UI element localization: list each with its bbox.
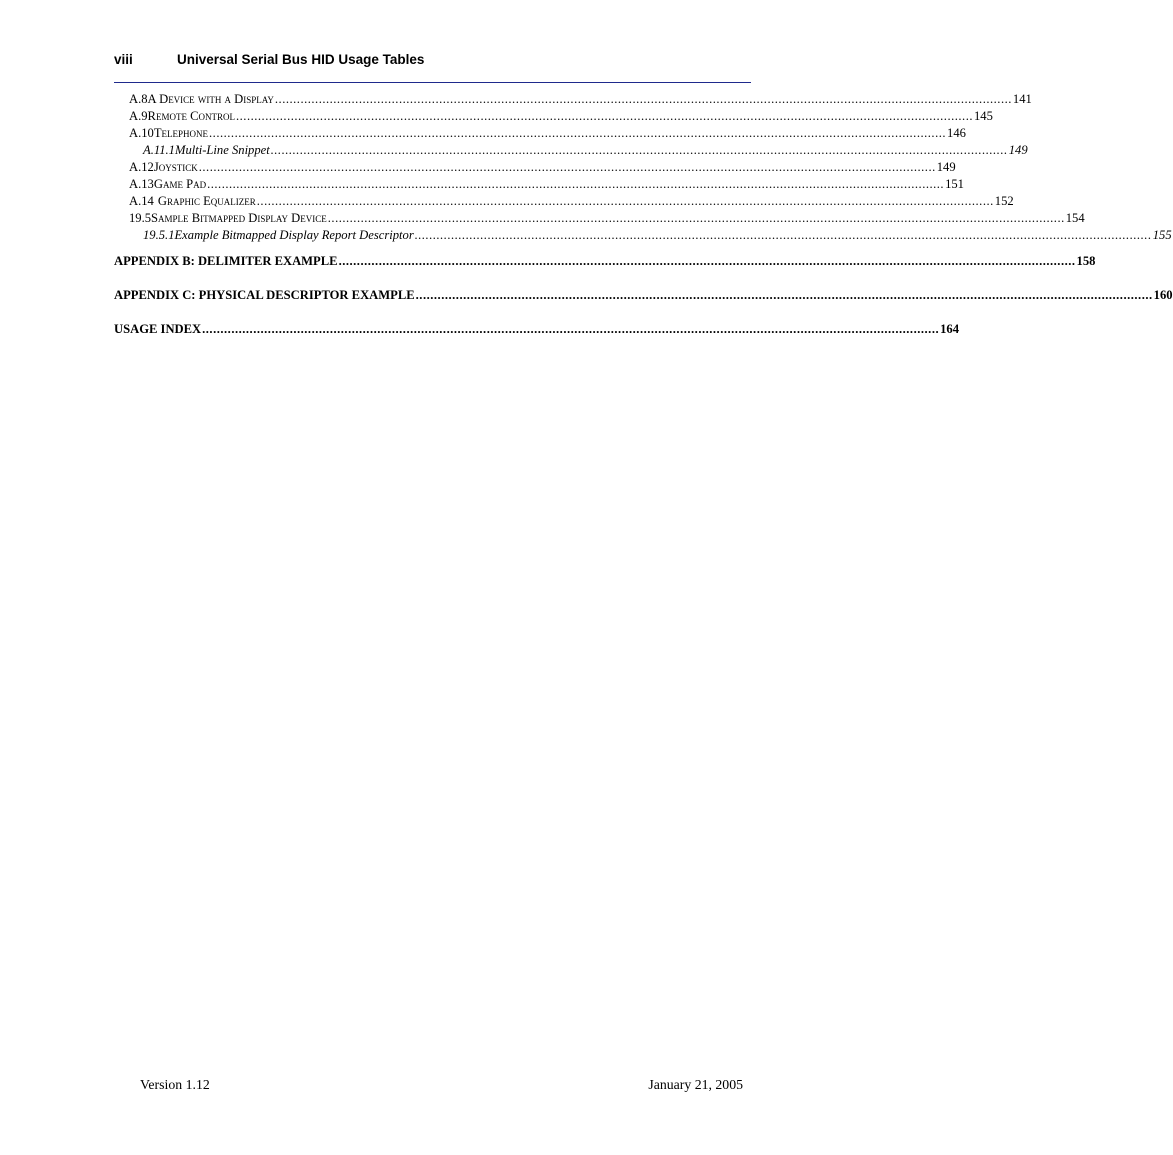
toc-entry-number: A.12 (129, 160, 154, 174)
toc-leader-dots: .......................................................................................................................................................................................................... (207, 177, 945, 191)
page-header (114, 52, 751, 83)
toc-entry-a13[interactable] (114, 176, 964, 193)
toc-entry-page: 160 (1153, 288, 1173, 302)
toc-entry-19-5-1[interactable] (114, 227, 1172, 244)
toc-leader-dots: .......................................................................................................................................................................................................... (209, 126, 947, 140)
toc-leader-dots: .......................................................................................................................................................................................................... (414, 228, 1152, 242)
toc-entry-title: USAGE INDEX (114, 322, 202, 336)
toc-entry-title: Multi-Line Snippet (174, 143, 270, 157)
toc-leader-dots: .......................................................................................................................................................................................................... (415, 288, 1153, 302)
toc-entry-number: 19.5.1 (143, 228, 175, 242)
toc-entry-page: 164 (940, 322, 959, 336)
toc-entry-number: A.14 (129, 194, 154, 208)
toc-entry-a14[interactable] (114, 193, 1014, 210)
toc-entry-title: Game Pad (153, 177, 207, 191)
toc-entry-title: Example Bitmapped Display Report Descriptor (174, 228, 414, 242)
toc-entry-number: A.10 (129, 126, 154, 140)
toc-entry-page: 154 (1065, 211, 1085, 225)
toc-leader-dots: .......................................................................................................................................................................................................... (236, 109, 973, 123)
toc-entry-page: 149 (1008, 143, 1028, 157)
toc-leader-dots: .......................................................................................................................................................................................................... (338, 254, 1076, 268)
toc-entry-title: Joystick (153, 160, 198, 174)
toc-leader-dots: .......................................................................................................................................................................................................... (202, 322, 940, 336)
toc-entry-page: 141 (1012, 92, 1032, 106)
header-page-numeral: viii (114, 52, 133, 67)
header-document-title: Universal Serial Bus HID Usage Tables (177, 52, 425, 67)
toc-entry-title: A Device with a Display (147, 92, 274, 106)
toc-entry-page: 158 (1076, 254, 1096, 268)
toc-entry-appendix-b[interactable] (114, 253, 1096, 270)
toc-entry-number: A.8 (129, 92, 148, 106)
toc-leader-dots: .......................................................................................................................................................................................................... (270, 143, 1008, 157)
toc-entry-title: Graphic Equalizer (157, 194, 256, 208)
toc-entry-page: 155 (1152, 228, 1172, 242)
toc-entry-a12[interactable] (114, 159, 956, 176)
toc-leader-dots: .......................................................................................................................................................................................................... (274, 92, 1012, 106)
toc-leader-dots: .......................................................................................................................................................................................................... (256, 194, 994, 208)
footer-date: January 21, 2005 (648, 1077, 743, 1092)
toc-entry-number: A.9 (129, 109, 148, 123)
toc-entry-a10[interactable] (114, 125, 966, 142)
toc-entry-page: 145 (973, 109, 993, 123)
toc-leader-dots: .......................................................................................................................................................................................................... (327, 211, 1065, 225)
toc-entry-title: APPENDIX B: DELIMITER EXAMPLE (114, 254, 338, 268)
toc-leader-dots: .......................................................................................................................................................................................................... (198, 160, 936, 174)
toc-entry-title: APPENDIX C: PHYSICAL DESCRIPTOR EXAMPLE (114, 288, 415, 302)
toc-entry-page: 152 (994, 194, 1014, 208)
toc-entry-19-5[interactable] (114, 210, 1085, 227)
toc-entry-number: A.13 (129, 177, 154, 191)
table-of-contents (114, 91, 1173, 338)
toc-entry-title: Remote Control (147, 109, 235, 123)
toc-entry-number: A.11.1 (143, 143, 175, 157)
toc-entry-page: 149 (936, 160, 956, 174)
toc-entry-appendix-c[interactable] (114, 287, 1173, 304)
toc-entry-a8[interactable] (114, 91, 1032, 108)
toc-entry-number: 19.5 (129, 211, 152, 225)
toc-entry-page: 146 (947, 126, 966, 140)
toc-entry-page: 151 (945, 177, 964, 191)
toc-entry-a9[interactable] (114, 108, 993, 125)
toc-entry-title: Telephone (153, 126, 209, 140)
toc-entry-a11-1[interactable] (114, 142, 1028, 159)
footer-version: Version 1.12 (140, 1077, 210, 1092)
toc-entry-title: Sample Bitmapped Display Device (151, 211, 327, 225)
toc-entry-usage-index[interactable] (114, 321, 959, 338)
